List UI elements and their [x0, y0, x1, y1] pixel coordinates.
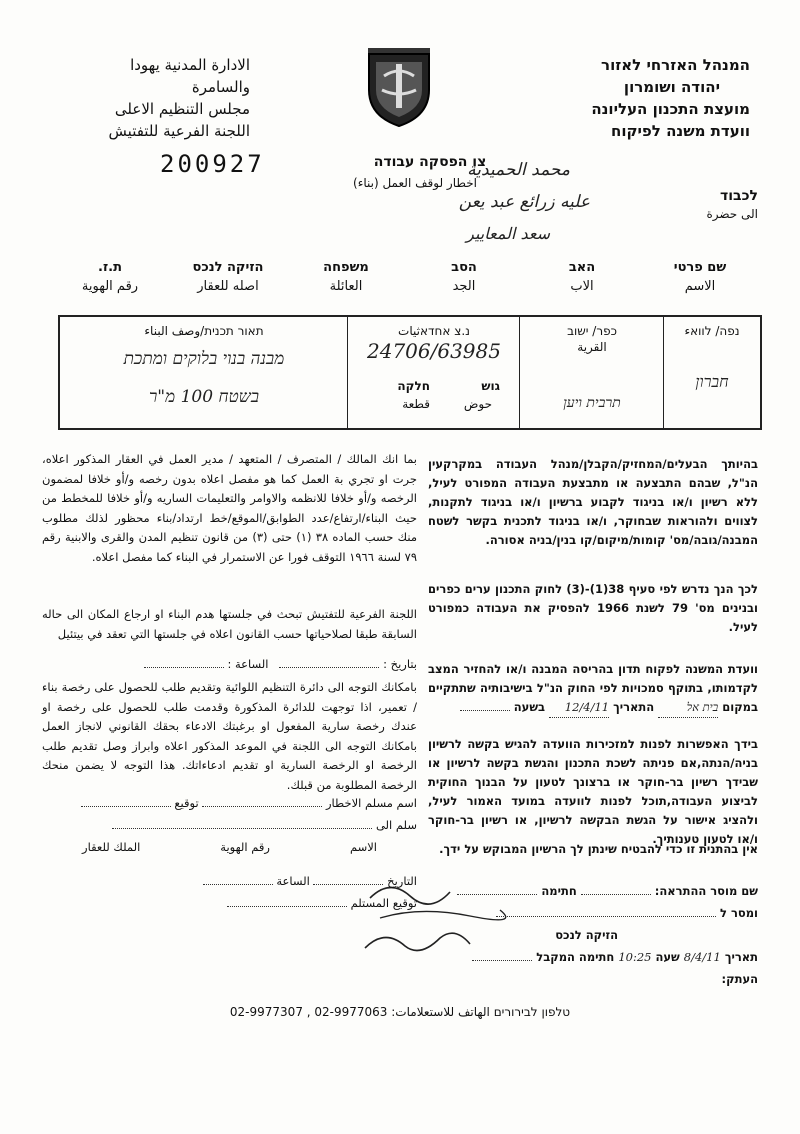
footer-phone-line: טלפון לבירורים الهاتف للاستعلامات: 02-9977307 , 02-9977063	[229, 1005, 571, 1019]
field-first-name: שם פרטי الاسم	[673, 260, 727, 294]
ar-signature-block: اسم مسلم الاخطار توقيع سلم الى الاسم رقم الهوية الملك للعقار التاريخ الساعة توقيع المستلم	[82, 796, 417, 910]
person-fields-row	[50, 258, 760, 300]
he-paragraph-1: בהיותך הבעלים/המחזיק/הקבלן/מנהל העבודה במקרקעין הנ"ל, שבהם התבצעה או מתבצעת העבודה המפורט לעיל, ללא רשיון ו/או בניגוד לקבוע ברשיון ו/או בניגוד לתקנות, לצווים ולהוראות שבחוקר, ו/או בניגוד לתכנית בקשר לשטח המבנה/גובה/מס' קומות/מיקום/קו בנין/בניה אסורה.	[428, 457, 758, 547]
addressee-label-he: לכבוד	[720, 188, 758, 204]
district-value: חברון	[695, 372, 729, 391]
description-value-2: בשטח 100 מ"ר	[148, 387, 260, 407]
field-relation: הזיקה לנכס اصله للعقار	[192, 260, 264, 294]
emblem-logo	[364, 46, 434, 128]
he-paragraph-4: בידך האפשרות לפנות למזכירות הוועדה להגיש בקשה לרשיון בניה/הנתה,אם פניתה לשכת התכנון והגשת בקשה לרשיון או שבידך רשיון בר-חוקר או ברצונך לטעון על הבנוך החוקית לביצוע העבודה,תוכל לפנות לוועדה במועד האמור לעיל, ולהציג אישור על הגשת הבקשה לרשיון, או רשיון בר-חוקר ו/או לטעון טענותיך.	[428, 737, 758, 846]
header-he-line-3: מועצת התכנון העליונה	[591, 100, 750, 118]
description-value-1: מבנה בנוי בלוקים ומתכת	[123, 349, 285, 369]
document-number: 200927	[160, 150, 265, 178]
field-family: משפחה العائلة	[323, 260, 369, 294]
meeting-date: 12/4/11	[549, 698, 609, 718]
header-he-line-4: וועדת משנה לפיקוח	[611, 122, 750, 140]
village-value: תרבית ויען	[563, 395, 621, 411]
header-ar-line-1: الادارة المدنية يهودا	[130, 56, 250, 74]
header-ar-line-2: والسامرة	[191, 78, 250, 96]
addressee-handwritten-1: محمد الحميدية	[467, 160, 570, 180]
he-paragraph-5: אין בהתנית זו כדי להבטיח שינתן לך הרשיון המבוקש על ידך.	[439, 842, 758, 856]
field-grandfather: הסב الجد	[451, 260, 477, 294]
property-table	[58, 315, 762, 430]
cell-village: כפר/ ישוב القرية תרבית ויען	[519, 317, 664, 428]
he-signature-block: שם מוסר ההתראה: חתימה ומסר ל הזיקה לנכס תאריך 8/4/11 שעה 10:25 חתימה המקבל העתק:	[428, 880, 758, 990]
addressee-handwritten-2: عليه زرائع عبد يعن	[458, 192, 590, 212]
header-ar-line-3: مجلس التنظيم الاعلى	[114, 100, 250, 118]
delivery-time: 10:25	[618, 950, 652, 964]
ar-paragraph-2: اللجنة الفرعية للتفتيش تبحث في جلستها هدم البناء او ارجاع المكان الى حاله السابقة طبقا لصلاحياتها حسب القانون اعلاه في جلستها التي تعقد في بيتئيل	[42, 607, 417, 641]
he-paragraph-2: לכך הנך נדרש לפי סעיף 38(1)-(3) לחוק התכנון ערים כפרים ובנינים מס' 79 לשנת 1966 להפסיק את העבודה כמפורט לעיל.	[428, 582, 758, 634]
header-ar-line-4: اللجنة الفرعية للتفتيش	[108, 122, 250, 140]
addressee-handwritten-3: سعد المعايير	[466, 224, 550, 243]
header-arabic	[50, 54, 250, 142]
header-he-line-1: המנהל האזרחי לאזור	[601, 56, 750, 74]
ar-paragraph-3: بامكانك التوجه الى دائرة التنظيم اللوائية وتقديم طلب للحصول على رخصة بناء / تعمير، اذا توجهت للدائرة المذكورة وقدمت طلب للحصول على رخصة او عندك رخصة سارية المفعول او برغبتك الادعاء بحقك القانوني لانجاز العمل بامكانك التوجه الى اللجنة في الموعد المذكور اعلاه وابراز وصل تقديم طلب الرخصة او الرخصة السارية او تقديم ادعاءاتك. هذا التوجه لا يضمن منحك الرخصة المطلوبة من قبلك.	[42, 680, 417, 792]
title-arabic: اخطار لوقف العمل (بناء)	[353, 176, 477, 190]
meeting-place: בית אל	[658, 698, 718, 718]
header-hebrew	[520, 54, 750, 142]
he-paragraph-3: וועדת המשנה לפקוח תדון בהריסה המבנה ו/או להחזיר המצב לקדמותו, בתוקף סמכויות לפי החוק הנ"ל בישיבותיה שתתקיים במקום בית אל התאריך 12/4/11 בשעה	[428, 660, 758, 718]
coordinates-value: 24706/63985	[367, 339, 501, 363]
header-he-line-2: יהודה ושומרון	[623, 78, 720, 96]
cell-district: נפה/ לוואء חברון	[663, 317, 760, 428]
footer-phones: 02-9977307 , 02-9977063	[229, 1005, 388, 1019]
field-father: האב الاب	[568, 260, 596, 294]
title-hebrew: צו הפסקה עבודה	[373, 154, 487, 170]
ar-date-line: بتاريخ : الساعة :	[42, 655, 417, 675]
cell-coordinates: נ.צ אחדאثيات 24706/63985 גוש חלקה حوض قطعة	[347, 317, 520, 428]
addressee-label-ar: الى حضرة	[706, 207, 758, 221]
cell-description: תאור תכנית/وصف البناء מבנה בנוי בלוקים ומתכת בשטח 100 מ"ר	[60, 317, 348, 428]
ar-paragraph-1: بما انك المالك / المتصرف / المتعهد / مدير العمل في العقار المذكور اعلاه، جرت او تجري بة العمل كما هو مفصل اعلاه بدون رخصه و/أو خلافا لمضمون الرخصه و/أو خلافا للانظمه والاوامر والتعليمات الساريه و/أو خلافا للمخطط من حيث البناء/ارتفاع/عدد الطوابق/الموقع/خط ارتداد/بناء محظور لذلك مطلوب منك حسب الماده ٣٨ (١) حتى (٣) من قانون تنظيم المدن والقرى والابنية رقم ٧٩ لسنة ١٩٦٦ التوقف فورا عن الاستمرار في البناء كما مفصل اعلاه.	[42, 452, 417, 564]
delivery-date: 8/4/11	[683, 950, 721, 964]
field-id: ת.ז. رقم الهوية	[81, 260, 139, 294]
